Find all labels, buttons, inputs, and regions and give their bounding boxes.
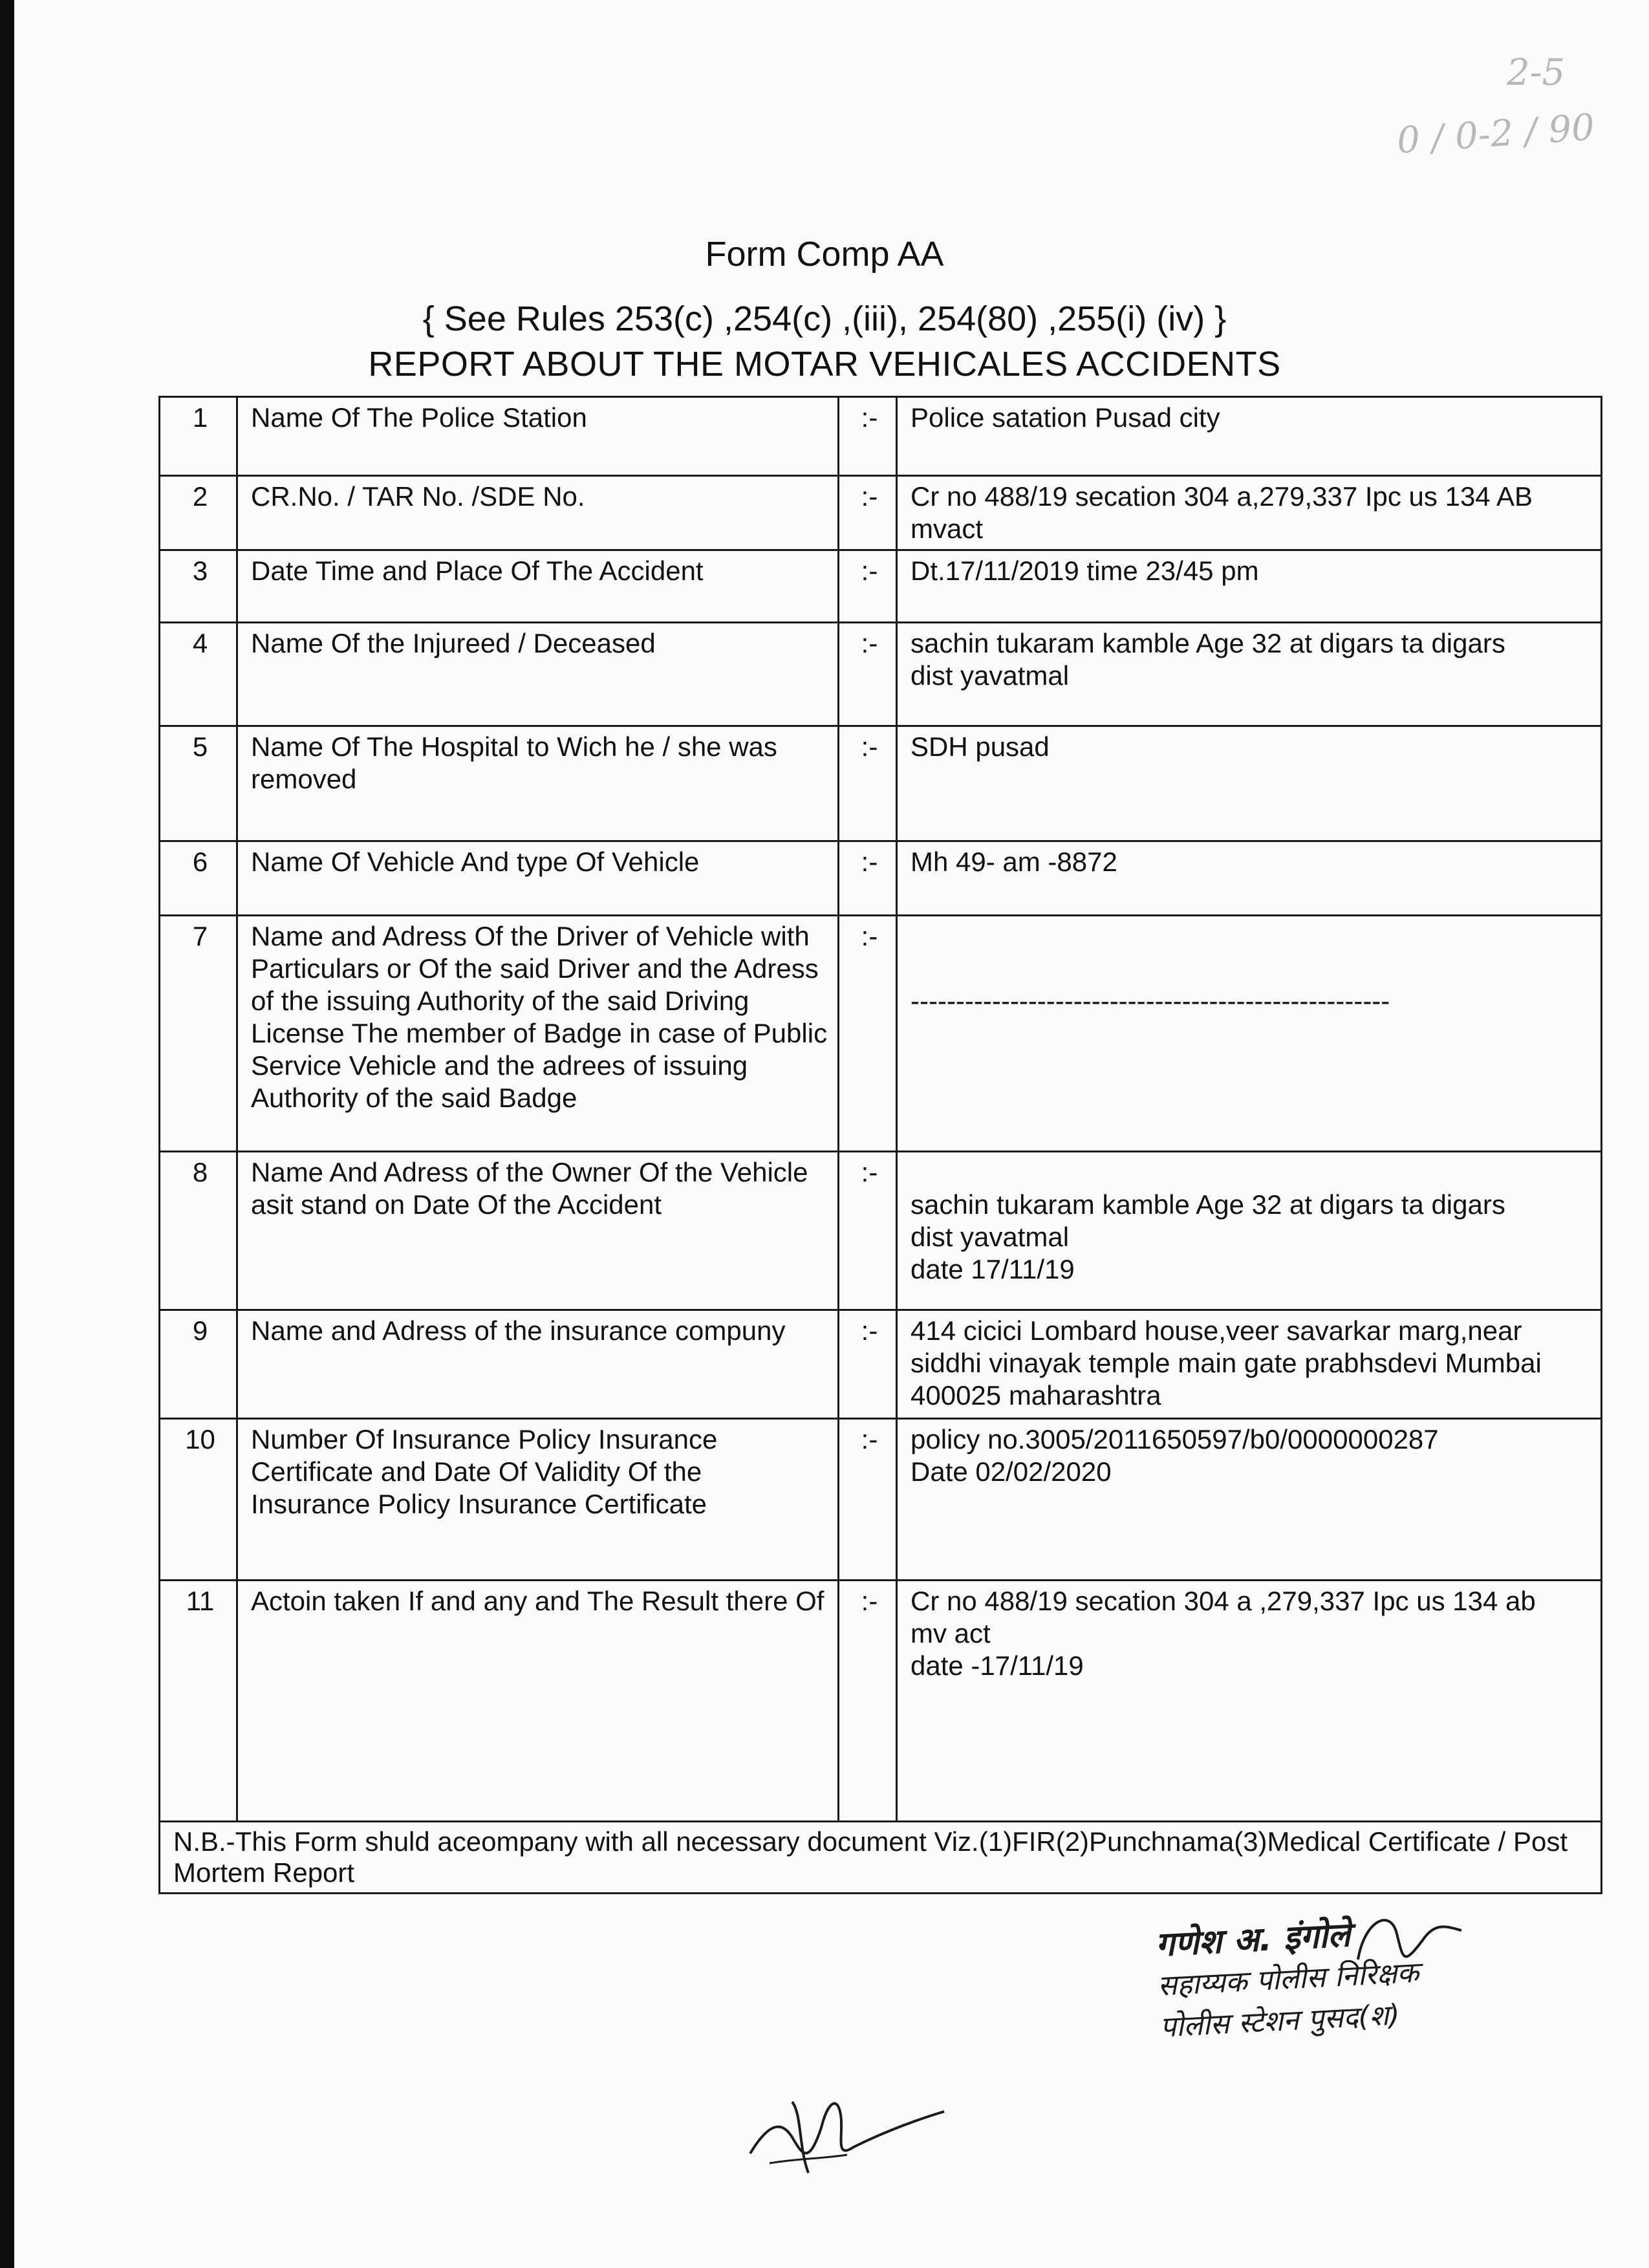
note-row <box>160 1822 1602 1894</box>
row-number: 9 <box>160 1310 237 1419</box>
row-value: Cr no 488/19 secation 304 a ,279,337 Ipc us 134 ab mv act date -17/11/19 <box>897 1581 1602 1822</box>
row-label: Name Of the Injureed / Deceased <box>237 623 839 726</box>
table-row <box>160 1581 1602 1822</box>
row-value: Dt.17/11/2019 time 23/45 pm <box>897 550 1602 623</box>
table-row <box>160 726 1602 841</box>
table-row <box>160 476 1602 550</box>
form-title: Form Comp AA <box>705 235 944 274</box>
nb-note: N.B.-This Form shuld aceompany with all necessary document Viz.(1)FIR(2)Punchnama(3)Medical Certificate / Post Mortem Report <box>160 1822 1602 1894</box>
row-value: Cr no 488/19 secation 304 a,279,337 Ipc us 134 AB mvact <box>897 476 1602 550</box>
stamp-name: गणेश अ. इंगोले <box>1154 1916 1352 1965</box>
margin-note-second: 0 / 0-2 / 90 <box>1396 106 1596 162</box>
table-row <box>160 1419 1602 1581</box>
rules-reference: { See Rules 253(c) ,254(c) ,(iii), 254(80) ,255(i) (iv) } <box>422 299 1227 338</box>
table-row <box>160 1310 1602 1419</box>
row-value: Mh 49- am -8872 <box>897 841 1602 916</box>
row-label: Name and Adress Of the Driver of Vehicle with Particulars or Of the said Driver and the Adress of the issuing Authority of the said Driving License The member of Badge in case of Public Service Vehicle and the adrees of issuing Authority of the said Badge <box>237 916 839 1152</box>
scan-left-edge <box>0 0 14 2268</box>
row-separator: :- <box>839 1152 897 1310</box>
row-number: 6 <box>160 841 237 916</box>
row-value: sachin tukaram kamble Age 32 at digars ta digars dist yavatmal date 17/11/19 <box>897 1152 1602 1310</box>
row-number: 8 <box>160 1152 237 1310</box>
row-label: Name Of The Hospital to Wich he / she was removed <box>237 726 839 841</box>
row-separator: :- <box>839 841 897 916</box>
handwritten-signature-left <box>731 2076 951 2179</box>
row-value: policy no.3005/2011650597/b0/0000000287 Date 02/02/2020 <box>897 1419 1602 1581</box>
row-separator: :- <box>839 726 897 841</box>
row-separator: :- <box>839 1581 897 1822</box>
row-label: Date Time and Place Of The Accident <box>237 550 839 623</box>
row-label: Name Of Vehicle And type Of Vehicle <box>237 841 839 916</box>
officer-stamp <box>1154 1904 1548 2048</box>
row-separator: :- <box>839 916 897 1152</box>
row-number: 4 <box>160 623 237 726</box>
table-row <box>160 1152 1602 1310</box>
row-label: Name And Adress of the Owner Of the Vehicle asit stand on Date Of the Accident <box>237 1152 839 1310</box>
row-number: 3 <box>160 550 237 623</box>
row-separator: :- <box>839 476 897 550</box>
table-row <box>160 397 1602 476</box>
row-label: CR.No. / TAR No. /SDE No. <box>237 476 839 550</box>
report-title: REPORT ABOUT THE MOTAR VEHICALES ACCIDENTS <box>368 345 1281 383</box>
row-label: Name Of The Police Station <box>237 397 839 476</box>
row-value: SDH pusad <box>897 726 1602 841</box>
row-label: Actoin taken If and any and The Result there Of <box>237 1581 839 1822</box>
row-separator: :- <box>839 1419 897 1581</box>
row-number: 5 <box>160 726 237 841</box>
table-row <box>160 550 1602 623</box>
row-separator: :- <box>839 623 897 726</box>
table-row <box>160 841 1602 916</box>
stamp-designation: सहाय्यक पोलीस निरिक्षक <box>1157 1956 1420 2003</box>
table-row <box>160 916 1602 1152</box>
row-value: Police satation Pusad city <box>897 397 1602 476</box>
row-label: Number Of Insurance Policy Insurance Certificate and Date Of Validity Of the Insurance Policy Insurance Certificate <box>237 1419 839 1581</box>
row-number: 2 <box>160 476 237 550</box>
row-value: 414 cicici Lombard house,veer savarkar marg,near siddhi vinayak temple main gate prabhsdevi Mumbai 400025 maharashtra <box>897 1310 1602 1419</box>
row-number: 1 <box>160 397 237 476</box>
accident-report-table <box>158 396 1602 1894</box>
stamp-station: पोलीस स्टेशन पुसद(श) <box>1159 1998 1401 2044</box>
row-number: 7 <box>160 916 237 1152</box>
row-separator: :- <box>839 1310 897 1419</box>
row-label: Name and Adress of the insurance compuny <box>237 1310 839 1419</box>
table-row <box>160 623 1602 726</box>
margin-note-top: 2-5 <box>1507 52 1566 94</box>
row-number: 11 <box>160 1581 237 1822</box>
row-number: 10 <box>160 1419 237 1581</box>
row-value: sachin tukaram kamble Age 32 at digars ta digars dist yavatmal <box>897 623 1602 726</box>
row-value: ----------------------------------------------------- <box>897 916 1602 1152</box>
row-separator: :- <box>839 397 897 476</box>
row-separator: :- <box>839 550 897 623</box>
